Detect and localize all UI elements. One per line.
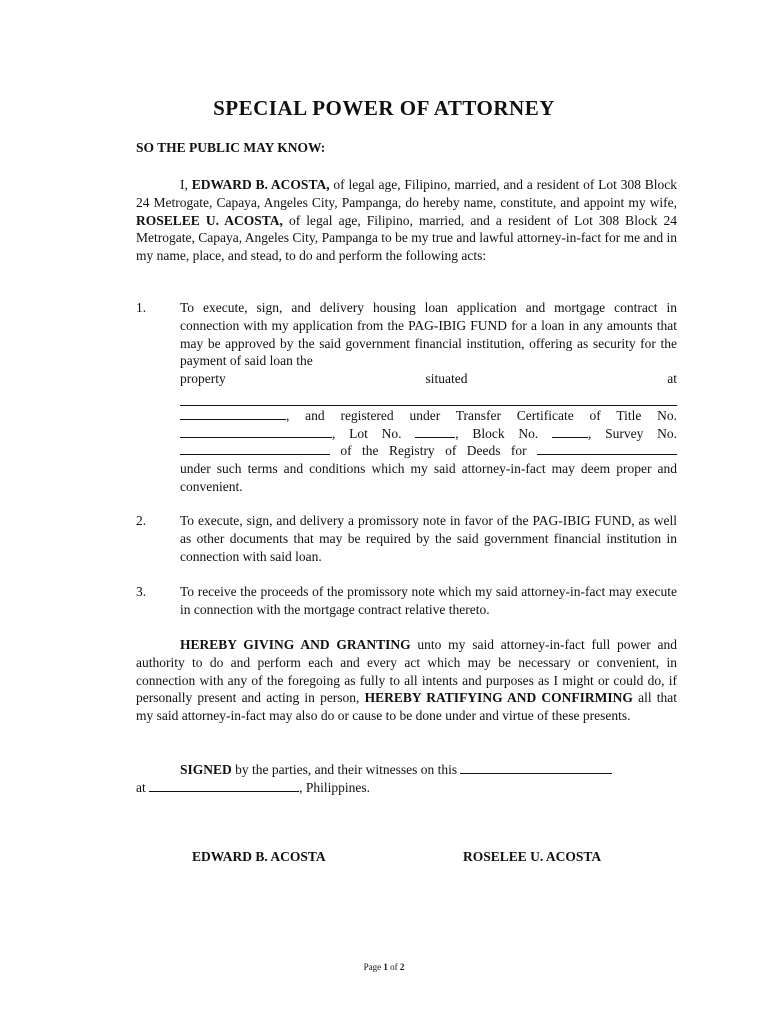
lot-number-blank[interactable] — [415, 425, 455, 438]
attorney-signature: ROSELEE U. ACOSTA — [463, 849, 602, 864]
salutation: SO THE PUBLIC MAY KNOW: — [136, 140, 326, 155]
place-blank[interactable] — [149, 779, 299, 792]
attorney-name: ROSELEE U. ACOSTA, — [136, 212, 283, 228]
list-item — [136, 512, 677, 565]
blank-field[interactable] — [180, 407, 286, 420]
document-title: SPECIAL POWER OF ATTORNEY — [213, 96, 555, 120]
granting-paragraph: HEREBY GIVING AND GRANTING unto my said attorney-in-fact full power and authority to do and perform each and every act which may be necessary or convenient, in connection with any of the foregoing as fully to all intents and purposes as I might or could do, if personally present and acting in person, HEREBY RATIFYING AND CONFIRMING all that my said attorney-in-fact may also do or cause to be done under and virtue of these presents. — [136, 637, 678, 724]
principal-name: EDWARD B. ACOSTA, — [191, 177, 330, 192]
item-number: 2. — [136, 513, 147, 528]
item-closing: under such terms and conditions which my said attorney-in-fact may deem proper and convenient. — [180, 461, 677, 494]
page-footer: Page 1 of 2 — [363, 962, 405, 972]
property-location-blank[interactable] — [180, 388, 677, 406]
property-line: property situated at — [180, 371, 677, 387]
survey-number-blank[interactable] — [180, 442, 330, 455]
principal-signature: EDWARD B. ACOSTA — [192, 849, 326, 864]
item-text: To execute, sign, and delivery housing loan application and mortgage contract in connection with my application from the PAG-IBIG FUND for a loan in any amounts that may be approved by the said government financial institution, offering as security for the payment of said loan the — [180, 300, 677, 369]
item-number: 1. — [136, 300, 147, 315]
block-number-blank[interactable] — [552, 425, 588, 438]
item-text: To execute, sign, and delivery a promissory note in favor of the PAG-IBIG FUND, as well as other documents that may be required by the said government financial institution in connection with said loan. — [180, 513, 677, 564]
date-blank[interactable] — [460, 761, 612, 774]
title-number-blank[interactable] — [180, 425, 332, 438]
list-item: 1. To execute, sign, and delivery housing loan application and mortgage contract in connection with my application from the PAG-IBIG FUND for a loan in any amounts that may be approved by the said government financial institution, offering as security for the payment of said loan the property situated at , and registered under Transfer Certificate of Title No. , Lot No. , Block No. , Survey No. of the Registry of Deeds for under such terms and conditions which my said attorney-in-fact may deem proper and convenient. — [136, 300, 677, 494]
item-number: 3. — [136, 584, 147, 599]
signed-paragraph: SIGNED by the parties, and their witnesses on this at , Philippines. — [136, 761, 677, 797]
list-item — [136, 583, 677, 619]
intro-paragraph: I, EDWARD B. ACOSTA, of legal age, Filipino, married, and a resident of Lot 308 Block 24 Metrogate, Capaya, Angeles City, Pampanga, do hereby name, constitute, and appoint my wife, ROSELEE U. ACOSTA, of legal age, Filipino, married, and a resident of Lot 308 Block 24 Metrogate, Capaya, Angeles City, Pampanga to be my true and lawful attorney-in-fact for me and in my name, place, and stead, to do and perform the following acts: — [136, 177, 678, 264]
registry-blank[interactable] — [537, 442, 677, 455]
item-text: To receive the proceeds of the promissory note which my said attorney-in-fact may execute in connection with the mortgage contract relative thereto. — [180, 584, 677, 617]
